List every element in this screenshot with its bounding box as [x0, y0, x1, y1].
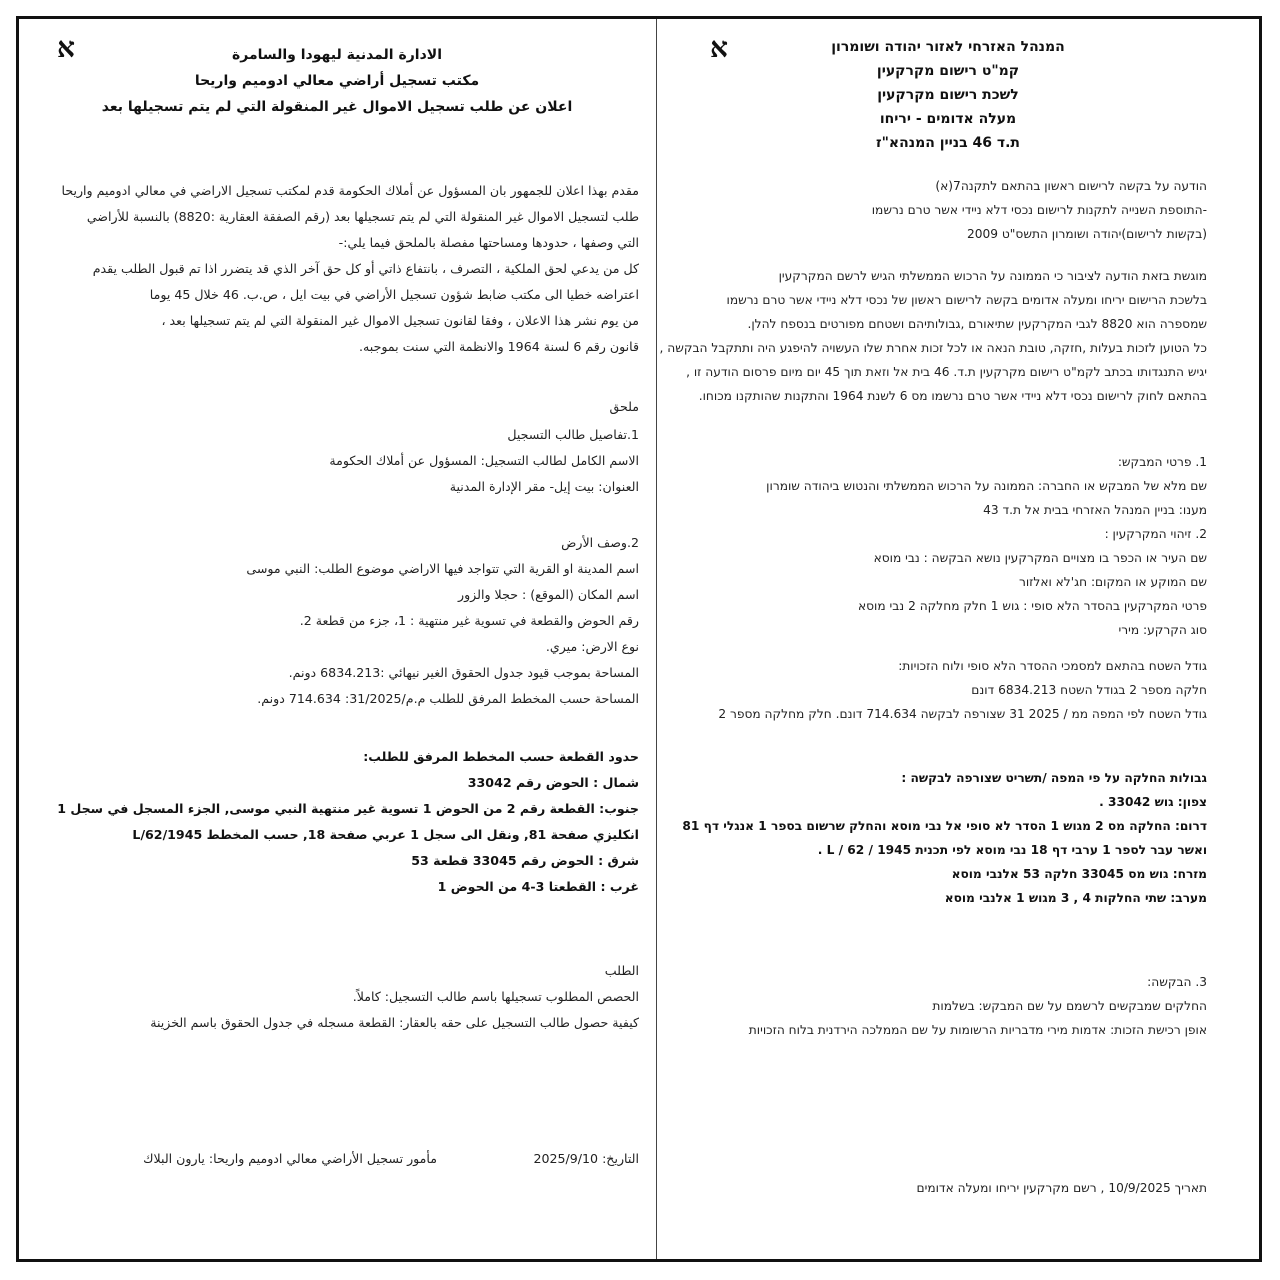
hebrew-notice-line-5: יגיש התנגדותו בכתב לקמ"ט רישום מקרקעין ת.ד. 46 בית אל וזאת תוך 45 יום מיום פרסום הודעה זו ,	[686, 365, 1207, 379]
arabic-border-south-cont: انكليزي صفحة 81, ونقل الى سجل 1 عربي صفحة 18, حسب المخطط L/62/1945	[132, 827, 639, 842]
arabic-applicant-title: 1.تفاصيل طالب التسجيل	[507, 427, 639, 442]
hebrew-request-acquisition: אופן רכישת הזכות: אדמות מירי מדבריות הרשומות על שם הממלכה הירדנית בלוח הזכויות	[748, 1023, 1207, 1037]
arabic-land-area-map: المساحة حسب المخطط المرفق للطلب م.م/31/2025: 714.634 دونم.	[257, 691, 639, 706]
hebrew-applicant-address: מענו: בניין המנהל האזרחי בבית אל ת.ד 43	[983, 503, 1207, 517]
hebrew-intro-line-1: הודעה על בקשה לרישום ראשון בהתאם לתקנה7(א)	[935, 179, 1207, 193]
hebrew-request-title: 3. הבקשה:	[1147, 975, 1207, 989]
arabic-border-east: شرق : الحوض رقم 33045 قطعة 53	[411, 853, 639, 868]
hebrew-area-map: גודל השטח לפי המפה ממ / 2025 31 שצורפה לבקשה 714.634 דונם. חלק מחלקה מספר 2	[718, 707, 1207, 721]
arabic-footer-date: التاريخ: 2025/9/10	[533, 1151, 639, 1166]
arabic-header-line-2: مكتب تسجيل أراضي معالي ادوميم واريحا	[194, 73, 480, 89]
arabic-intro-line-7: قانون رقم 6 لسنة 1964 والانظمة التي سنت بموجبه.	[359, 339, 639, 354]
arabic-footer-officer: مأمور تسجيل الأراضي معالي ادوميم واريحا: يارون البلاك	[143, 1151, 437, 1166]
arabic-border-north: شمال : الحوض رقم 33042	[467, 775, 639, 790]
hebrew-area-title: גודל השטח בהתאם למסמכי ההסדר הלא סופי ולוח הזכויות:	[898, 659, 1207, 673]
hebrew-intro-line-2: -התוספת השנייה לתקנות לרישום נכסי דלא ניידי אשר טרם נרשמו	[871, 203, 1207, 217]
arabic-applicant-name: الاسم الكامل لطالب التسجيل: المسؤول عن أملاك الحكومة	[329, 453, 639, 468]
hebrew-header-line-1: המנהל האזרחי לאזור יהודה ושומרון	[831, 39, 1065, 55]
arabic-intro-line-6: من يوم نشر هذا الاعلان ، وفقا لقانون تسجيل الاموال غير المنقولة التي لم يتم تسجيلها بعد ،	[161, 313, 639, 328]
hebrew-header-line-3: לשכת רישום מקרקעין	[877, 87, 1019, 103]
hebrew-land-type: סוג הקרקע: מירי	[1118, 623, 1207, 637]
hebrew-borders-title: גבולות החלקה על פי המפה /תשריט שצורפה לבקשה :	[901, 771, 1207, 785]
hebrew-header-line-4: מעלה אדומים - יריחו	[879, 111, 1017, 127]
arabic-request-title: الطلب	[604, 963, 639, 978]
hebrew-applicant-name: שם מלא של המבקש או החברה: הממונה על הרכוש הממשלתי והנטוש ביהודה שומרון	[766, 479, 1207, 493]
arabic-land-area-registry: المساحة بموجب قيود جدول الحقوق الغير نيهائي :6834.213 دونم.	[288, 665, 639, 680]
arabic-intro-line-4: كل من يدعي لحق الملكية ، التصرف ، بانتفاع ذاتي أو كل حق آخر الذي قد يتضرر اذا تم قبول الطلب يقدم	[92, 261, 639, 276]
arabic-annex-title: ملحق	[609, 399, 639, 414]
arabic-intro-line-5: اعتراضه خطيا الى مكتب ضابط شؤون تسجيل الأراضي في بيت ايل ، ص.ب. 46 خلال 45 يوما	[149, 287, 639, 302]
arabic-land-type: نوع الارض: ميري.	[545, 639, 639, 654]
hebrew-notice-line-6: בהתאם לחוק לרישום נכסי דלא ניידי אשר טרם נרשמו מס 6 לשנת 1964 והתקנות שהותקנו מכוחו.	[698, 389, 1207, 403]
alef-mark: א	[57, 31, 75, 64]
hebrew-land-parcel: פרטי המקרקעין בהסדר הלא סופי : גוש 1 חלק מחלקה 2 נבי מוסא	[858, 599, 1207, 613]
hebrew-land-place: שם המוקע או המקום: חג'לא ואלזור	[1018, 575, 1207, 589]
hebrew-border-south: דרום: החלקה מס 2 מגוש 1 הסדר לא סופי אל נבי מוסא והחלק שרשום בספר 1 אנגלי דף 81	[682, 819, 1207, 833]
arabic-intro-line-1: مقدم بهذا اعلان للجمهور بان المسؤول عن أملاك الحكومة قدم لمكتب تسجيل الاراضي في معالي ادوميم واريحا	[61, 183, 639, 198]
hebrew-notice-column	[658, 19, 1259, 1259]
hebrew-notice-line-3: שמספרה הוא 8820 לגבי המקרקעין שתיאורם ,גבולותיהם ושטחם מפורטים בנספח להלן.	[747, 317, 1207, 331]
hebrew-area-registry: חלקה מספר 2 בגודל השטח 6834.213 דונם	[971, 683, 1207, 697]
arabic-land-city: اسم المدينة او القرية التي تتواجد فيها الاراضي موضوع الطلب: النبي موسى	[246, 561, 639, 576]
hebrew-header-line-2: קמ"ט רישום מקרקעין	[876, 63, 1020, 79]
hebrew-border-south-cont: ואשר עבר לספר 1 ערבי דף 18 נבי מוסא לפי תכנית 1945 / 62 / L .	[817, 843, 1207, 857]
hebrew-border-west: מערב: שתי החלקות 4 , 3 מגוש 1 אלנבי מוסא	[944, 891, 1207, 905]
hebrew-footer: תאריך 10/9/2025 , רשם מקרקעין יריחו ומעלה אדומים	[916, 1181, 1207, 1195]
arabic-land-parcel: رقم الحوض والقطعة في تسوية غير منتهية : 1، جزء من قطعة 2.	[299, 613, 639, 628]
hebrew-notice-line-2: בלשכת הרישום יריחו ומעלה אדומים בקשה לרישום ראשון של נכסי דלא ניידי אשר טרם נרשמו	[726, 293, 1207, 307]
hebrew-border-east: מזרח: גוש מס 33045 חלקה 53 אלנבי מוסא	[951, 867, 1207, 881]
hebrew-header-line-5: ת.ד 46 בניין המנהא"ז	[876, 135, 1020, 151]
column-divider	[656, 19, 657, 1259]
hebrew-intro-line-3: (בקשות לרישום)יהודה ושומרון התשס"ט 2009	[967, 227, 1207, 241]
hebrew-border-north: צפון: גוש 33042 .	[1099, 795, 1207, 809]
arabic-land-place: اسم المكان (الموقع) : حجلا والزور	[458, 587, 639, 602]
arabic-request-acquisition: كيفية حصول طالب التسجيل على حقه بالعقار: القطعة مسجله في جدول الحقوق باسم الخزينة	[150, 1015, 639, 1030]
hebrew-applicant-title: 1. פרטי המבקש:	[1117, 455, 1207, 469]
hebrew-notice-line-4: כל הטוען לזכות בעלות ,חזקה, טובת הנאה או לכל זכות אחרת שלו העשויה להיפגע היה ותתקבל הבקשה ,	[659, 341, 1207, 355]
arabic-border-west: غرب : القطعتا 3-4 من الحوض 1	[437, 879, 639, 894]
hebrew-request-shares: החלקים שמבקשים לרשמם על שם המבקש: בשלמות	[932, 999, 1207, 1013]
arabic-header-line-1: الادارة المدنية ليهودا والسامرة	[231, 47, 443, 63]
arabic-borders-title: حدود القطعة حسب المخطط المرفق للطلب:	[363, 749, 639, 764]
alef-mark: א	[710, 31, 728, 64]
arabic-border-south: جنوب: القطعة رقم 2 من الحوض 1 تسوية غير منتهية النبي موسى, الجزء المسجل في سجل 1	[57, 801, 639, 816]
arabic-intro-line-2: طلب لتسجيل الاموال غير المنقولة التي لم يتم تسجيلها بعد (رقم الصفقة العقارية :8820) بالنسبة للأراضي	[86, 209, 639, 224]
hebrew-land-city: שם העיר או הכפר בו מצויים המקרקעין נושא הבקשה : נבי מוסא	[873, 551, 1207, 565]
arabic-land-title: 2.وصف الأرض	[561, 535, 639, 550]
arabic-intro-line-3: التي وصفها ، حدودها ومساحتها مفصلة بالملحق فيما يلي:-	[338, 235, 639, 250]
hebrew-notice-line-1: מוגשת בזאת הודעה לציבור כי הממונה על הרכוש הממשלתי הגיש לרשם המקרקעין	[778, 269, 1207, 283]
arabic-request-shares: الحصص المطلوب تسجيلها باسم طالب التسجيل: كاملاً.	[352, 989, 639, 1004]
arabic-header-line-3: اعلان عن طلب تسجيل الاموال غير المنقولة التي لم يتم تسجيلها بعد	[101, 99, 573, 115]
hebrew-land-title: 2. זיהוי המקרקעין :	[1104, 527, 1207, 541]
arabic-applicant-address: العنوان: بيت إيل- مقر الإدارة المدنية	[449, 479, 639, 494]
arabic-notice-column	[19, 19, 655, 1259]
